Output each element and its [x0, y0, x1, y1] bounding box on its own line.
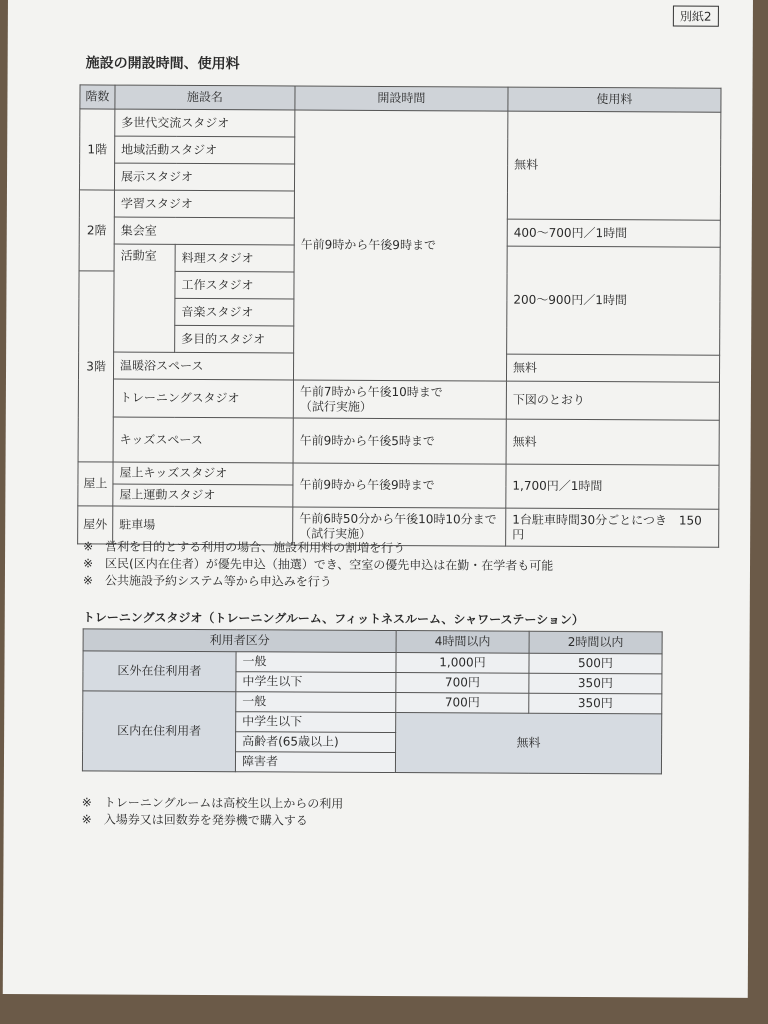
hours-parking: 午前6時50分から午後10時10分まで （試行実施）: [293, 507, 506, 546]
training-notes: [82, 794, 344, 829]
floor-3: 3階: [78, 271, 114, 462]
user-type: 一般: [236, 652, 396, 673]
table-row: [78, 379, 719, 420]
table-row: [78, 417, 719, 465]
header-floor: 階数: [80, 85, 115, 109]
facility-name: 屋上キッズスタジオ: [113, 462, 293, 485]
note-line: ※ 入場券又は回数券を発券機で購入する: [81, 812, 308, 828]
header-category: 利用者区分: [83, 629, 396, 653]
attachment-label: 別紙2: [673, 5, 719, 26]
table-row: [83, 651, 662, 674]
fee-value: 1,000円: [396, 653, 529, 674]
fee-ondan: 無料: [506, 354, 719, 382]
fee-kids: 無料: [506, 419, 719, 465]
note-line: ※ 営利を目的とする利用の場合、施設利用料の割増を行う: [83, 539, 406, 556]
hours-training: 午前7時から午後10時まで （試行実施）: [293, 380, 506, 419]
hours-roof: 午前9時から午後9時まで: [293, 463, 506, 508]
facility-name: 学習スタジオ: [114, 190, 294, 218]
training-fee-table: [82, 628, 663, 774]
floor-2: 2階: [79, 190, 114, 271]
user-type: 障害者: [235, 752, 395, 773]
fee-free: 無料: [507, 111, 721, 220]
header-name: 施設名: [115, 85, 295, 110]
fee-parking: 1台駐車時間30分ごとにつき 150円: [506, 508, 719, 547]
training-table-title: トレーニングスタジオ（トレーニングルーム、フィットネスルーム、シャワーステーション）: [82, 610, 584, 628]
facility-name: 工作スタジオ: [175, 271, 294, 299]
hours-kids: 午前9時から午後5時まで: [293, 418, 506, 464]
facility-name: 温暖浴スペース: [113, 352, 293, 380]
floor-1: 1階: [79, 109, 114, 190]
facility-name: 屋上運動スタジオ: [113, 484, 293, 507]
facility-name: 多世代交流スタジオ: [115, 109, 295, 137]
fee-value: 700円: [396, 693, 529, 714]
facility-name: 活動室: [114, 244, 176, 352]
document-page: [3, 0, 753, 998]
facility-table-header: [80, 85, 721, 112]
floor-roof: 屋上: [78, 462, 113, 506]
note-line: ※ 区民(区内在住者）が優先申込（抽選）でき、空室の優先申込は在勤・在学者も可能: [82, 556, 554, 573]
fee-katsudo: 200～900円／1時間: [507, 246, 721, 355]
header-fee: 使用料: [508, 87, 721, 112]
fee-value: 700円: [396, 673, 529, 694]
fee-roof: 1,700円／1時間: [506, 464, 719, 509]
facility-name: 集会室: [114, 217, 294, 245]
floor-outdoor: 屋外: [78, 506, 113, 544]
page-heading: 施設の開設時間、使用料: [85, 55, 240, 73]
user-type: 高齢者(65歳以上): [236, 732, 396, 753]
fee-value: 350円: [529, 673, 662, 694]
category-inside: 区内在住利用者: [82, 691, 235, 772]
header-four-hours: 4時間以内: [396, 631, 529, 654]
user-type: 一般: [236, 692, 396, 713]
fee-free: 無料: [395, 713, 661, 774]
fee-shukai: 400～700円／1時間: [507, 219, 720, 247]
header-hours: 開設時間: [295, 86, 508, 111]
fee-value: 500円: [529, 653, 662, 674]
facility-name: 音楽スタジオ: [175, 298, 294, 326]
facility-name: 地域活動スタジオ: [115, 136, 295, 164]
user-type: 中学生以下: [236, 672, 396, 693]
facility-name: トレーニングスタジオ: [113, 379, 293, 418]
training-table-header: [83, 629, 662, 654]
fee-training: 下図のとおり: [506, 381, 719, 420]
note-line: ※ トレーニングルームは高校生以上からの利用: [81, 795, 344, 811]
table-row: [83, 691, 662, 714]
note-line: ※ 公共施設予約システム等から申込みを行う: [82, 573, 332, 589]
facility-name: キッズスペース: [113, 417, 293, 463]
fee-value: 350円: [529, 693, 662, 714]
facility-name: 多目的スタジオ: [175, 325, 294, 353]
hours-main: 午前9時から午後9時まで: [293, 110, 507, 381]
user-type: 中学生以下: [236, 712, 396, 733]
facility-name: 駐車場: [113, 506, 293, 545]
facility-name: 料理スタジオ: [175, 244, 294, 272]
category-outside: 区外在住利用者: [83, 651, 236, 692]
header-two-hours: 2時間以内: [529, 631, 662, 654]
facility-name: 展示スタジオ: [114, 163, 294, 191]
table-row: [80, 109, 721, 139]
facility-table: [77, 84, 721, 547]
facility-notes: [83, 538, 554, 591]
